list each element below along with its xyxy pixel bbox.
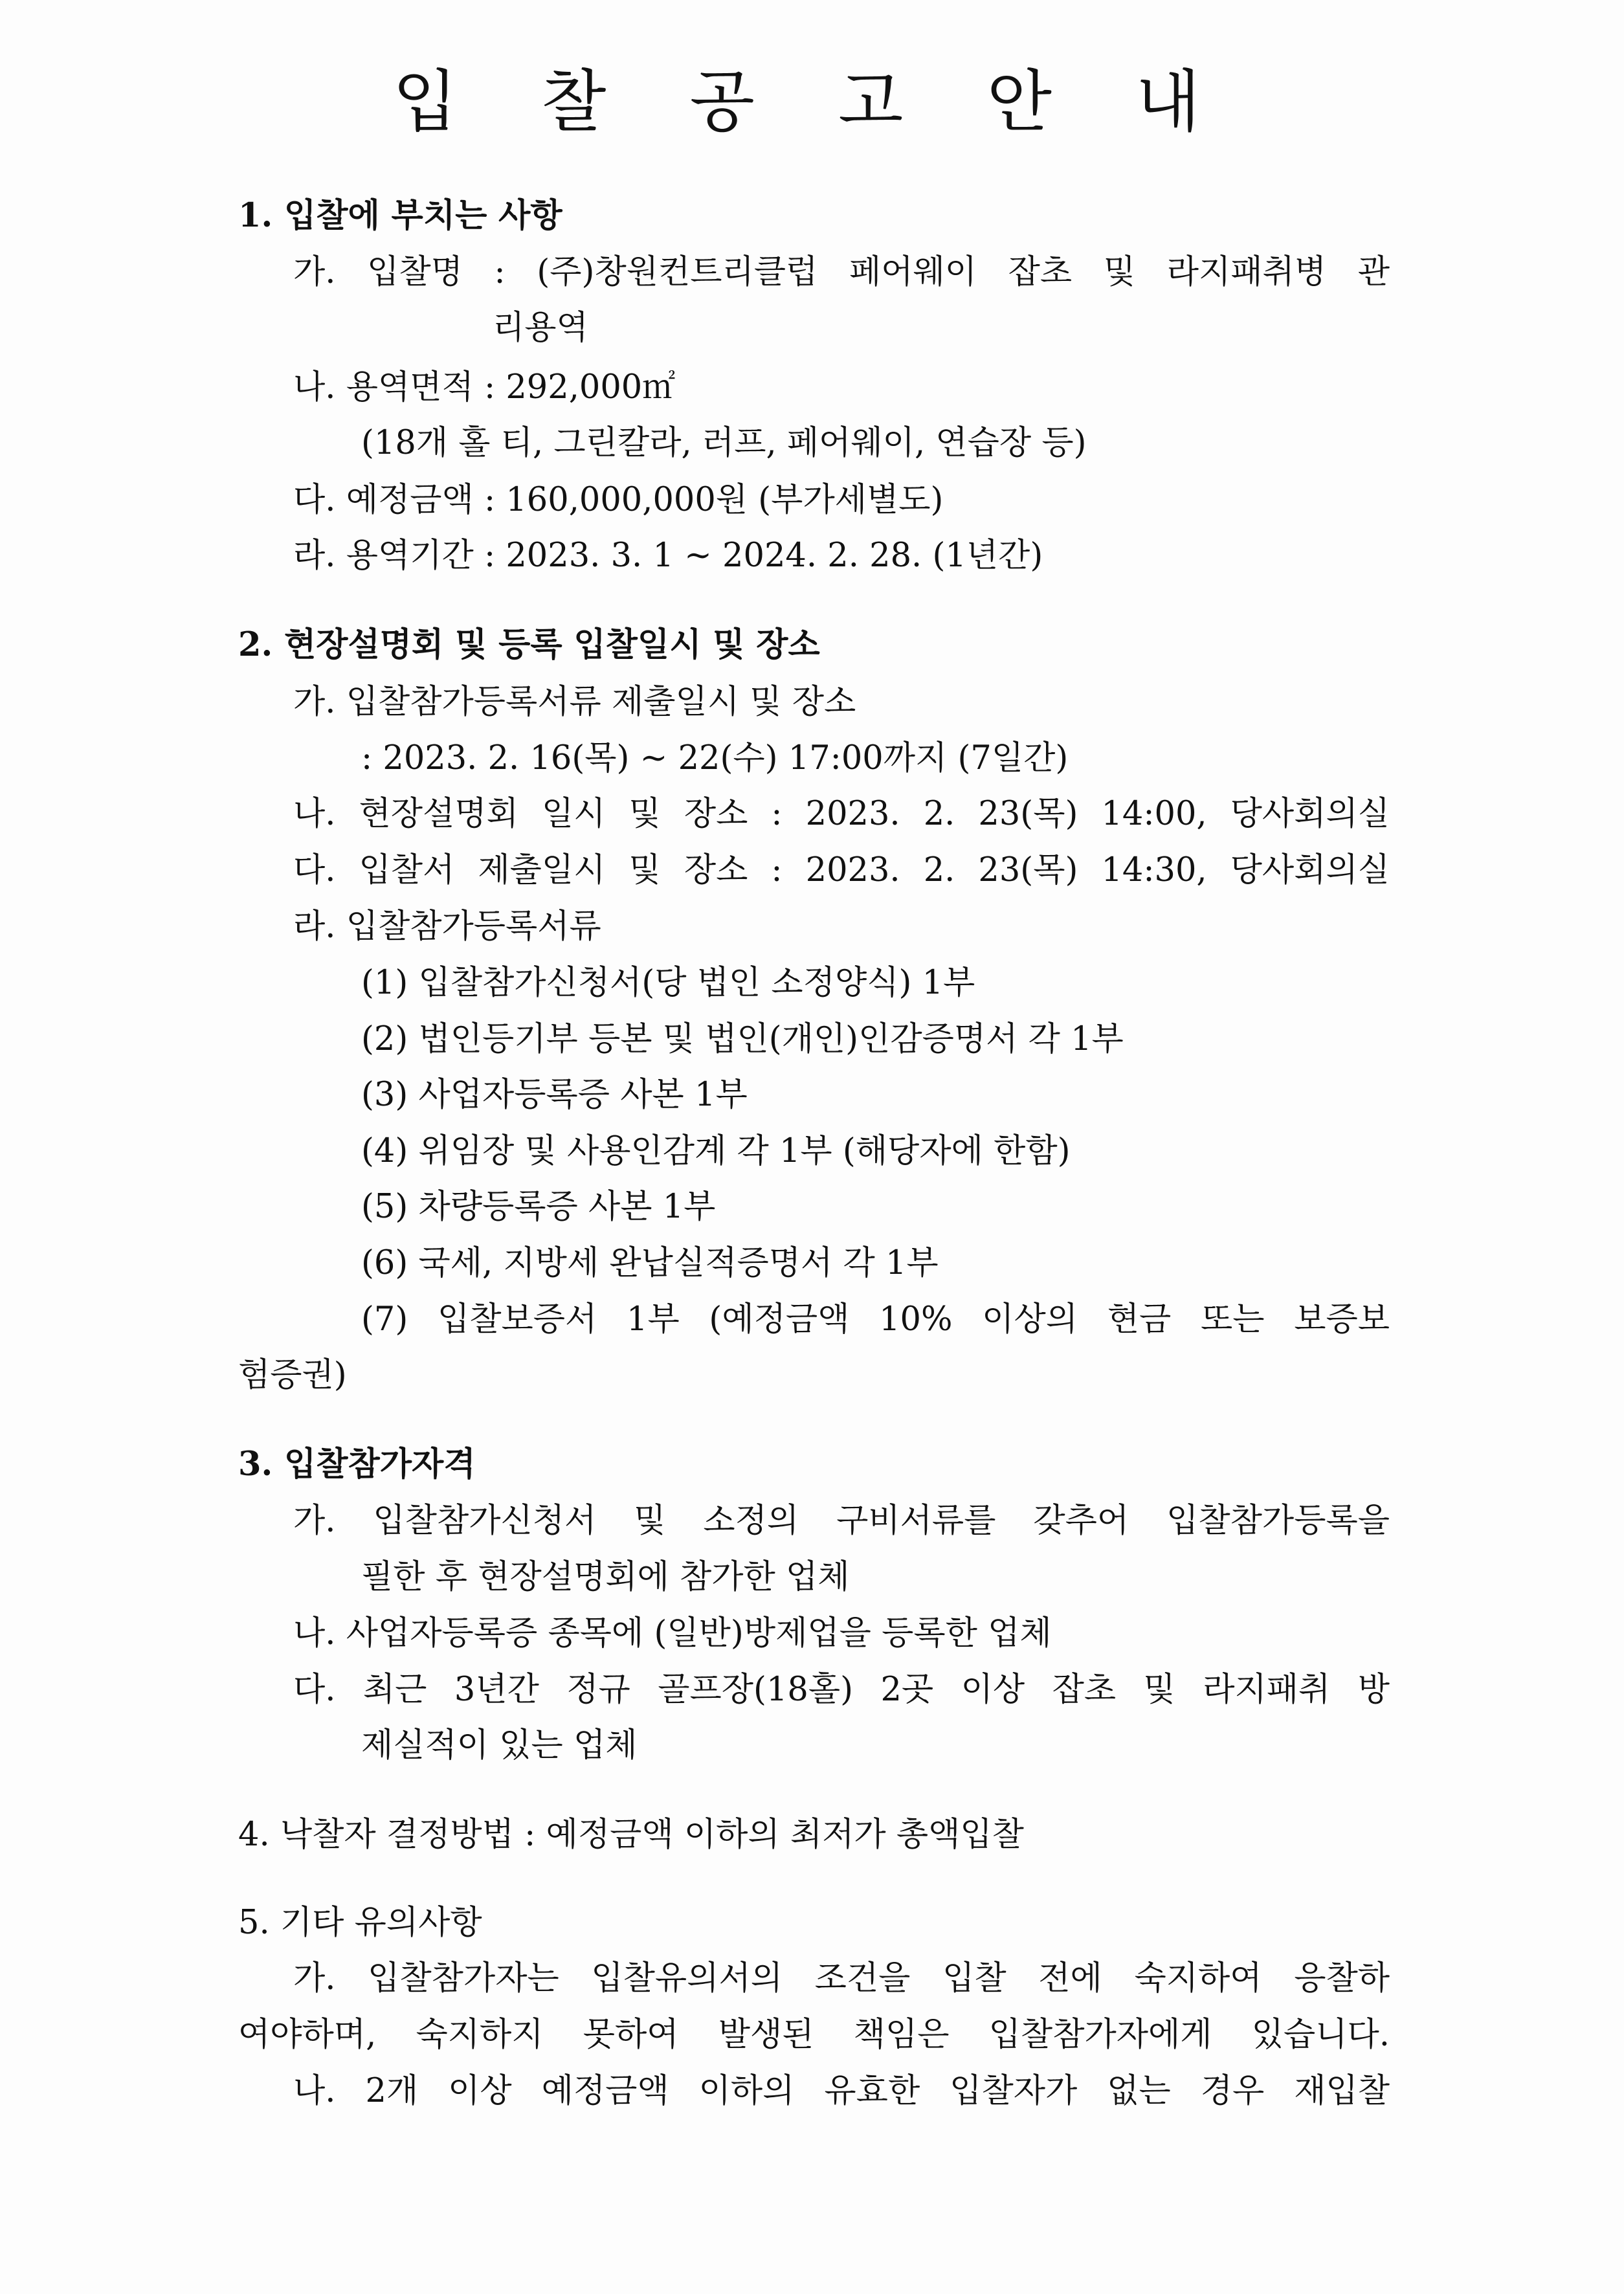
section-1-heading: 1. 입찰에 부치는 사항 [238,196,562,235]
section-1-item-na: 나. 용역면적 : 292,000㎡ [293,368,676,406]
section-4-heading: 4. 낙찰자 결정방법 : 예정금액 이하의 최저가 총액입찰 [238,1816,1024,1854]
section-3-item-da: 다. 최근 3년간 정규 골프장(18홀) 2곳 이상 잡초 및 라지패취 방 [293,1671,1390,1709]
required-document-5: (5) 차량등록증 사본 1부 [361,1188,716,1226]
section-3-heading: 3. 입찰참가자격 [238,1445,476,1484]
section-2-item-na: 나. 현장설명회 일시 및 장소 : 2023. 2. 23(목) 14:00, 당사회의실 [293,795,1390,833]
section-2-heading: 2. 현장설명회 및 등록 입찰일시 및 장소 [238,625,820,664]
section-1-item-da: 다. 예정금액 : 160,000,000원 (부가세별도) [293,481,944,519]
section-2-item-ga: 가. 입찰참가등록서류 제출일시 및 장소 [293,683,856,721]
section-2-item-ga-date: : 2023. 2. 16(목) ~ 22(수) 17:00까지 (7일간) [361,739,1069,777]
document-title: 입 찰 공 고 안 내 [392,62,1232,141]
required-document-6: (6) 국세, 지방세 완납실적증명서 각 1부 [361,1244,939,1282]
required-document-2: (2) 법인등기부 등본 및 법인(개인)인감증명서 각 1부 [361,1020,1124,1058]
section-3-item-ga-cont: 필한 후 현장설명회에 참가한 업체 [361,1558,850,1596]
section-5-item-ga: 가. 입찰참가자는 입찰유의서의 조건을 입찰 전에 숙지하여 응찰하 [293,1959,1390,1998]
section-5-item-na: 나. 2개 이상 예정금액 이하의 유효한 입찰자가 없는 경우 재입찰 [293,2072,1390,2110]
section-1-item-ra: 라. 용역기간 : 2023. 3. 1 ~ 2024. 2. 28. (1년간) [293,537,1043,575]
section-1-item-na-detail: (18개 홀 티, 그린칼라, 러프, 페어웨이, 연습장 등) [361,424,1087,462]
required-document-3: (3) 사업자등록증 사본 1부 [361,1076,748,1114]
section-1-item-ga: 가. 입찰명 : (주)창원컨트리클럽 페어웨이 잡초 및 라지패취병 관 [293,253,1390,291]
section-5-heading: 5. 기타 유의사항 [238,1904,482,1942]
required-document-4: (4) 위임장 및 사용인감계 각 1부 (해당자에 한함) [361,1132,1071,1170]
required-document-1: (1) 입찰참가신청서(당 법인 소정양식) 1부 [361,964,975,1002]
required-document-7-cont: 험증권) [238,1356,347,1394]
section-5-item-ga-cont: 여야하며, 숙지하지 못하여 발생된 책임은 입찰참가자에게 있습니다. [238,2016,1390,2054]
section-1-item-ga-cont: 리용역 [493,309,588,347]
section-3-item-ga: 가. 입찰참가신청서 및 소정의 구비서류를 갖추어 입찰참가등록을 [293,1502,1390,1540]
section-2-item-da: 다. 입찰서 제출일시 및 장소 : 2023. 2. 23(목) 14:30, 당사회의실 [293,851,1390,889]
section-3-item-da-cont: 제실적이 있는 업체 [361,1726,638,1765]
section-2-item-ra: 라. 입찰참가등록서류 [293,908,601,946]
section-3-item-na: 나. 사업자등록증 종목에 (일반)방제업을 등록한 업체 [293,1614,1052,1653]
required-document-7: (7) 입찰보증서 1부 (예정금액 10% 이상의 현금 또는 보증보 [361,1300,1390,1339]
